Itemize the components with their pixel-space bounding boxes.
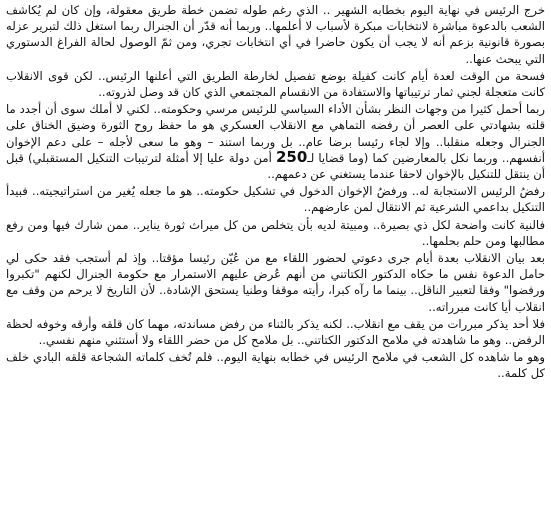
paragraph: فالنية كانت واضحة لكل ذي بصيرة.. ومبيتة لديه بأن يتخلص من كل ميراث ثورة يناير.. ممن شارك فيها ومن رفع مطالبها ومن حلم بحلمها.. xyxy=(6,217,545,248)
paragraph: رفضُ الرئيس الاستجابة له.. ورفضُ الإخوان الدخول في تشكيل حكومته.. هو ما جعله يُغير من استراتيجيته.. فبيدأ التنكيل بداعمي الشرعية ثم الانتقال لمن عارضهم.. xyxy=(6,184,545,215)
paragraph: فسحة من الوقت لعدة أيام كانت كفيلة بوضع تفصيل لخارطة الطريق التي أعلنها الرئيس.. لكن قوى الانقلاب كانت متعجلة لجني ثمار ترتيباتها والاستفادة من الانقسام المجتمعي الذي كان قد وصل لذروته.. xyxy=(6,68,545,100)
paragraph-text: ربما أحمل كثيرا من وجهات النظر بشأن الأداء السياسي للرئيس مرسي وحكومته.. لكني لا أملك سوى أن أجدد ما قلته بشهادتي على العصر أن رفضه التماهي مع الانقلاب العسكري هو ما حفظ روح الثورة وضيق الخناق على الجنرال وجعله منقلبا.. وإلا لجاء رئيسا برضا عام.. بل وربما استند – وهو ما سعى لأجله – على دعم الإخوان أنفسهم.. وربما نكل بالمعارضين كما (وما قضايا لـ xyxy=(6,102,545,165)
paragraph: خرج الرئيس في نهاية اليوم بخطابه الشهير .. الذي رغم طوله تضمن خطة طريق معقولة، وإن كان لم يُكاشف الشعب بالدعوة مباشرة لانتخابات مبكرة لأسباب لا أعلمها.. وربما أنه قدّر أن الجنرال ربما استغل ذلك لتبرير عزله بصورة قانونية بزعم أنه لا يجب أن يكون حاضرا في أي انتخابات تجري، ومن ثمّ الوصول لحالة الفراغ الدستوري التي يبحث عنها.. xyxy=(6,3,545,66)
emphasized-number: 250 xyxy=(275,147,308,166)
paragraph: وهو ما شاهده كل الشعب في ملامح الرئيس في خطابه بنهاية اليوم.. فلم تُخف كلماته الشجاعة قلقه البادي خلف كل كلمة.. xyxy=(6,350,545,381)
paragraph xyxy=(6,101,545,182)
paragraph-text: أمن دولة عليا إلا أمثلة لترتيبات التنكيل المستقبلي) قبل أن ينتقل للتنكيل بالإخوان لاحقا عندما يستغني عن دعمهم.. xyxy=(6,150,545,182)
paragraph: فلا أحد يذكر مبررات من يقف مع انقلاب.. لكنه يذكر بالثناء من رفض مساندته، مهما كان قلقه وأرقه وخوفه لحظة الرفض.. وهو ما شاهدته في ملامح الدكتور الكتاتني.. بل ملامح كل من حضر اللقاء ولا أستثني منهم نفسي.. xyxy=(6,316,545,348)
paragraph: بعد بيان الانقلاب بعدة أيام جرى دعوتي لحضور اللقاء مع من عُيّن رئيسا مؤقتا.. وإذ لم أستجب فقد حكى لي حامل الدعوة نفس ما حكاه الدكتور الكتاتني من أنهم عُرض عليهم الاستمرار مع حكومة الجنرال لكنهم "تكبروا ورفضوا" وفقا لتعبير الناقل.. بينما ما رآه كبرا، رأيته موقفا وطنيا يستحق الإشادة.. لأن التاريخ لا يرحم من وقف مع انقلاب أيا كانت مبرراته.. xyxy=(6,251,545,314)
